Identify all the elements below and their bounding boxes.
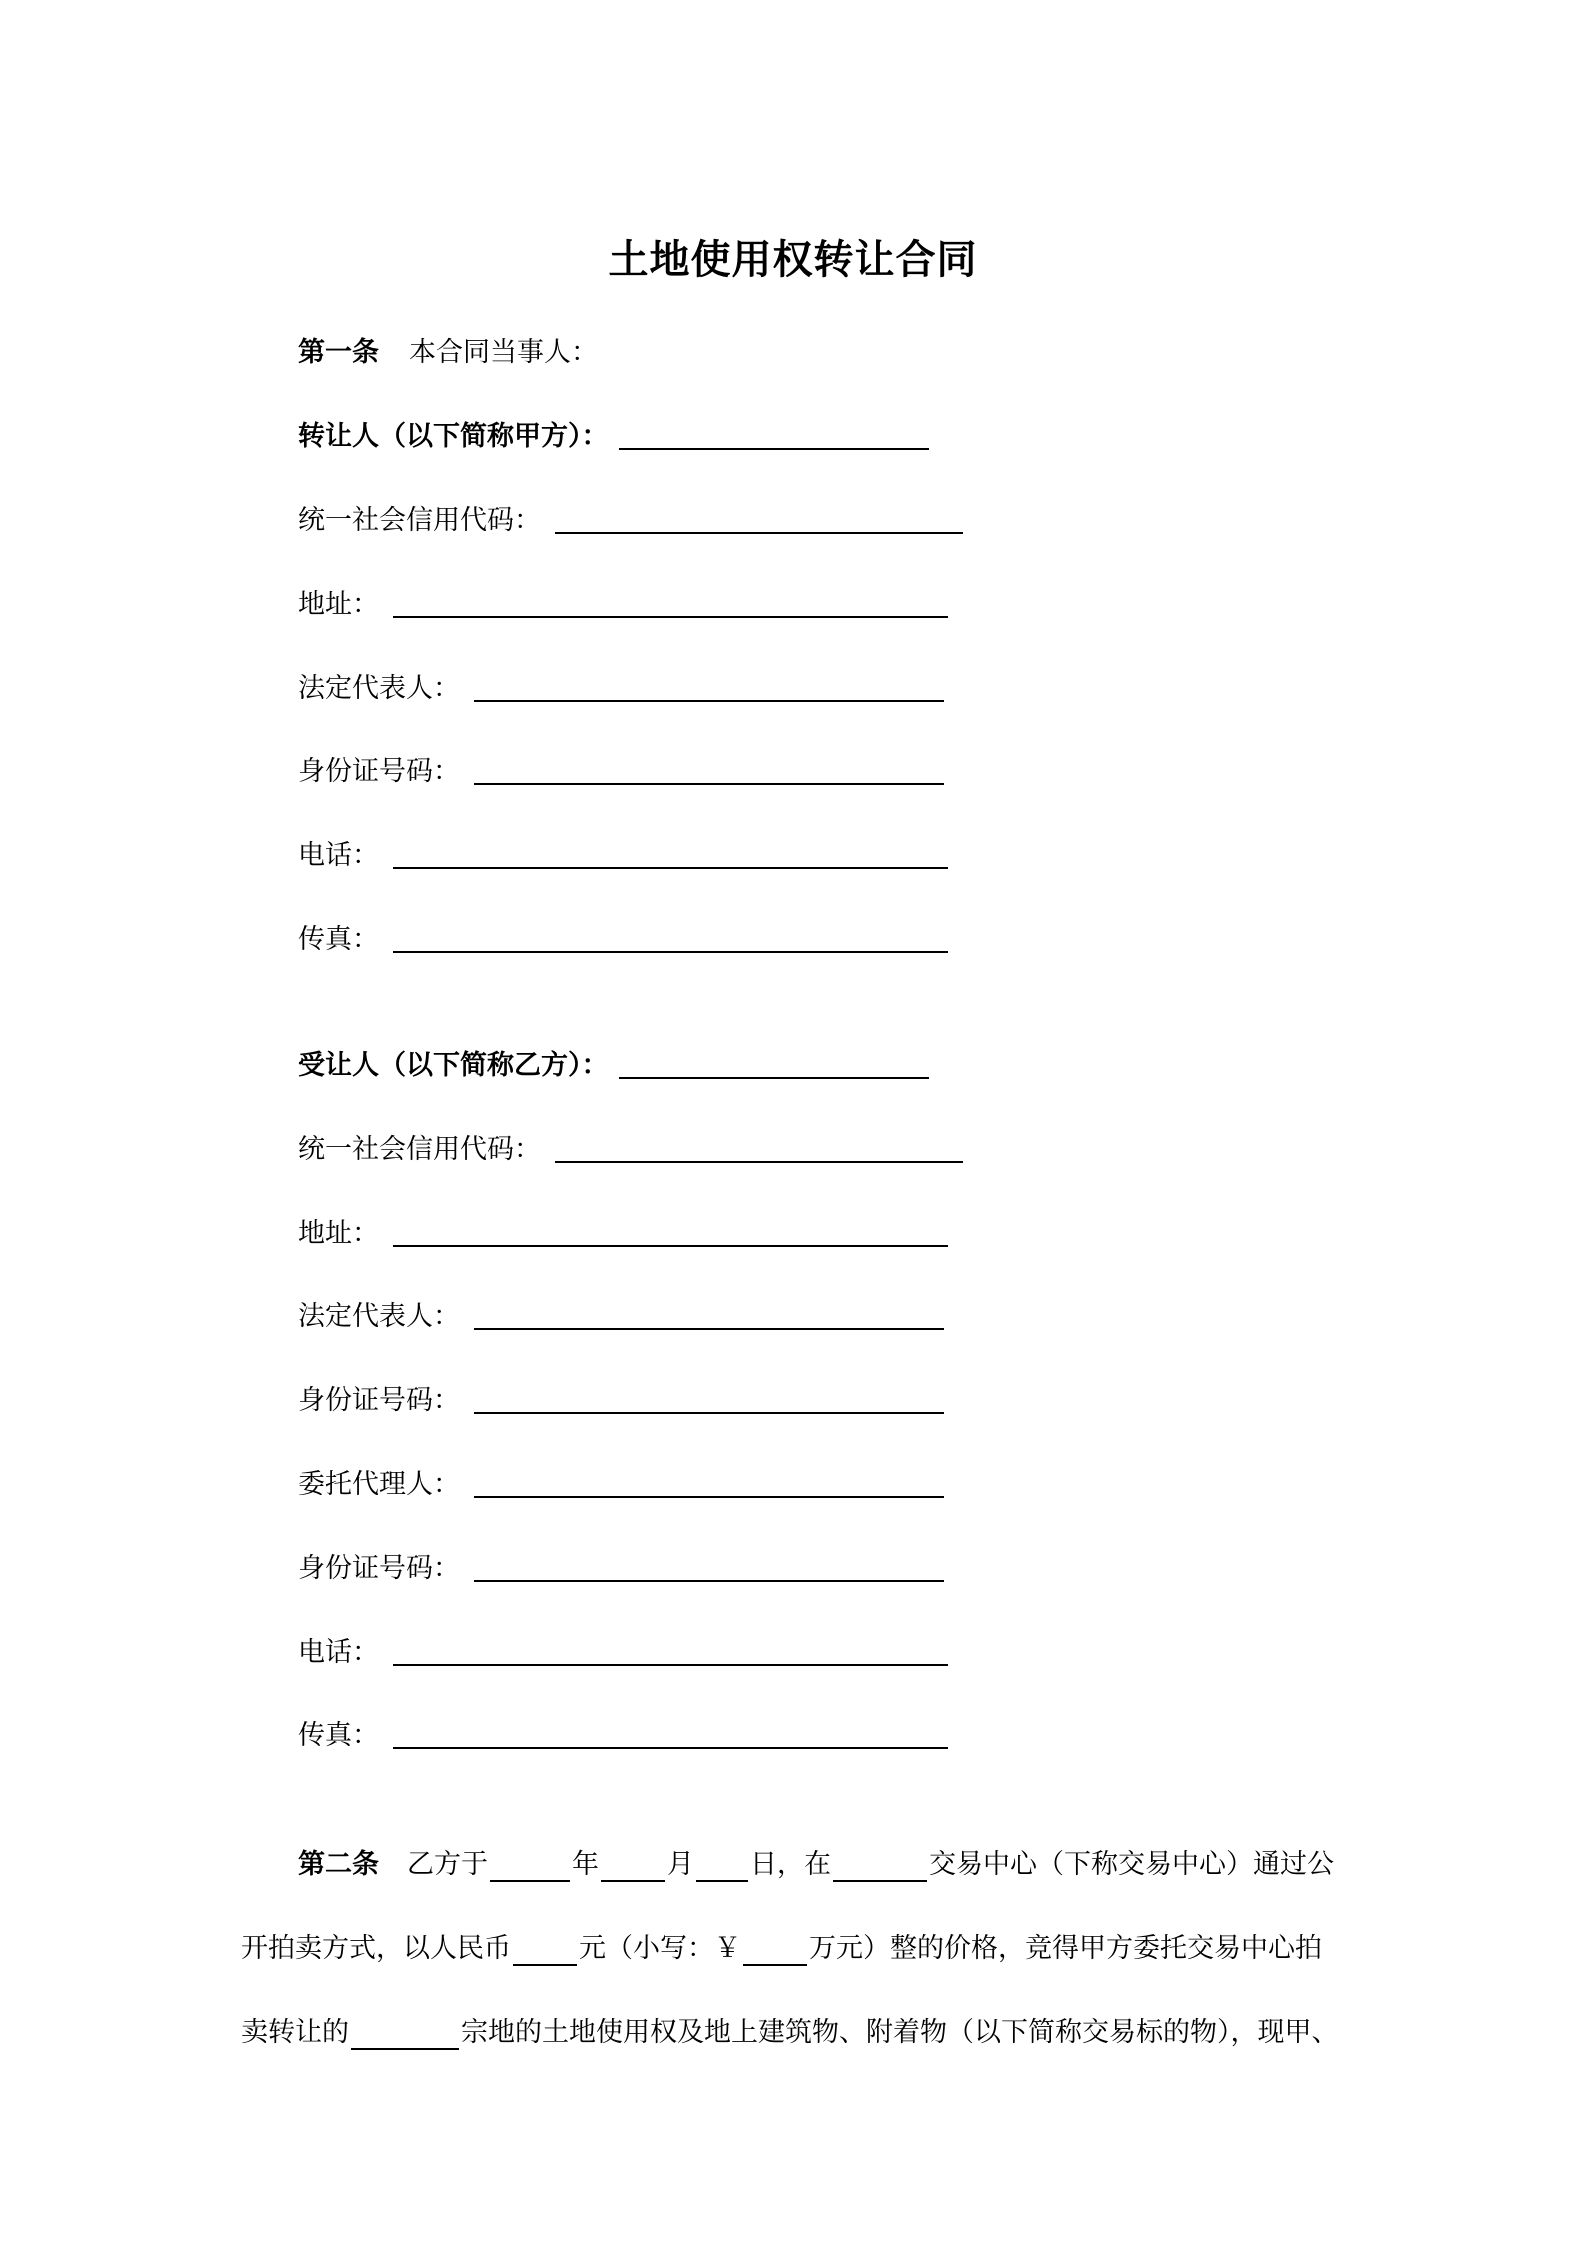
article2-line-2 xyxy=(241,1926,1322,1966)
article1-heading-line xyxy=(298,330,598,370)
transferee-fax-label: 传真： xyxy=(298,1720,379,1751)
transferor-title: 转让人（以下简称甲方）： xyxy=(298,421,609,452)
transferor-legal-rep-label: 法定代表人： xyxy=(298,673,460,704)
page-title: 土地使用权转让合同 xyxy=(608,237,978,283)
transferee-credit-code-label: 统一社会信用代码： xyxy=(298,1134,541,1165)
transferee-fax-blank[interactable] xyxy=(393,1747,948,1749)
transferee-title: 受让人（以下简称乙方）： xyxy=(298,1050,609,1081)
transferor-address-blank[interactable] xyxy=(393,616,948,618)
article2-text: 宗地的土地使用权及地上建筑物、附着物（以下简称交易标的物），现甲、 xyxy=(461,2017,1339,2048)
transferee-field-line xyxy=(298,1462,944,1502)
transferee-credit-code-blank[interactable] xyxy=(555,1161,963,1163)
transferee-id-label: 身份证号码： xyxy=(298,1385,460,1416)
article1-heading: 第一条 xyxy=(298,337,379,368)
transferee-field-line xyxy=(298,1378,944,1418)
transferor-address-label: 地址： xyxy=(298,589,379,620)
day-blank[interactable] xyxy=(696,1850,748,1882)
transferor-field-line xyxy=(298,749,944,789)
transferor-credit-code-label: 统一社会信用代码： xyxy=(298,505,541,536)
article2-heading: 第二条 xyxy=(298,1849,379,1880)
month-blank[interactable] xyxy=(601,1850,665,1882)
transferee-legal-rep-blank[interactable] xyxy=(474,1328,944,1330)
transferee-field-line xyxy=(298,1630,948,1670)
transferor-field-line xyxy=(298,917,948,957)
transferee-address-label: 地址： xyxy=(298,1218,379,1249)
article2-text: 元（小写：￥ xyxy=(579,1933,741,1964)
transferee-agent-id-label: 身份证号码： xyxy=(298,1553,460,1584)
article2-text: 乙方于 xyxy=(407,1849,488,1880)
transferee-legal-rep-label: 法定代表人： xyxy=(298,1301,460,1332)
article2-text: 月 xyxy=(667,1849,694,1880)
transferor-phone-blank[interactable] xyxy=(393,867,948,869)
parcel-blank[interactable] xyxy=(351,2018,459,2050)
transferor-id-blank[interactable] xyxy=(474,783,944,785)
transferee-field-line xyxy=(298,1127,963,1167)
rmb-amount-blank[interactable] xyxy=(513,1934,577,1966)
transferee-field-line xyxy=(298,1211,948,1251)
transferor-field-line xyxy=(298,833,948,873)
transferor-legal-rep-blank[interactable] xyxy=(474,700,944,702)
transferee-id-blank[interactable] xyxy=(474,1412,944,1414)
article2-text: 开拍卖方式，以人民币 xyxy=(241,1933,511,1964)
article1-heading-text: 本合同当事人： xyxy=(409,337,598,368)
rmb-small-amount-blank[interactable] xyxy=(743,1934,807,1966)
transferor-fax-blank[interactable] xyxy=(393,951,948,953)
transferee-field-line xyxy=(298,1713,948,1753)
transferor-field-line xyxy=(298,666,944,706)
transferor-fax-label: 传真： xyxy=(298,924,379,955)
transferee-title-line xyxy=(298,1043,929,1083)
transferee-name-blank[interactable] xyxy=(619,1077,929,1079)
transferee-agent-blank[interactable] xyxy=(474,1496,944,1498)
transferee-address-blank[interactable] xyxy=(393,1245,948,1247)
article2-text: 交易中心（下称交易中心）通过公 xyxy=(929,1849,1334,1880)
article2-line-1 xyxy=(298,1842,1334,1882)
article2-line-3 xyxy=(241,2010,1339,2050)
article2-text: 日，在 xyxy=(750,1849,831,1880)
transferor-field-line xyxy=(298,498,963,538)
transferor-field-line xyxy=(298,582,948,622)
transferor-name-blank[interactable] xyxy=(619,448,929,450)
exchange-center-blank[interactable] xyxy=(833,1850,927,1882)
year-blank[interactable] xyxy=(490,1850,570,1882)
transferee-field-line xyxy=(298,1546,944,1586)
transferor-credit-code-blank[interactable] xyxy=(555,532,963,534)
article2-text: 万元）整的价格，竞得甲方委托交易中心拍 xyxy=(809,1933,1322,1964)
transferor-phone-label: 电话： xyxy=(298,840,379,871)
article2-text: 卖转让的 xyxy=(241,2017,349,2048)
transferor-id-label: 身份证号码： xyxy=(298,756,460,787)
article2-text: 年 xyxy=(572,1849,599,1880)
transferee-field-line xyxy=(298,1294,944,1334)
transferee-agent-label: 委托代理人： xyxy=(298,1469,460,1500)
transferor-title-line xyxy=(298,414,929,454)
transferee-phone-label: 电话： xyxy=(298,1637,379,1668)
transferee-phone-blank[interactable] xyxy=(393,1664,948,1666)
transferee-agent-id-blank[interactable] xyxy=(474,1580,944,1582)
